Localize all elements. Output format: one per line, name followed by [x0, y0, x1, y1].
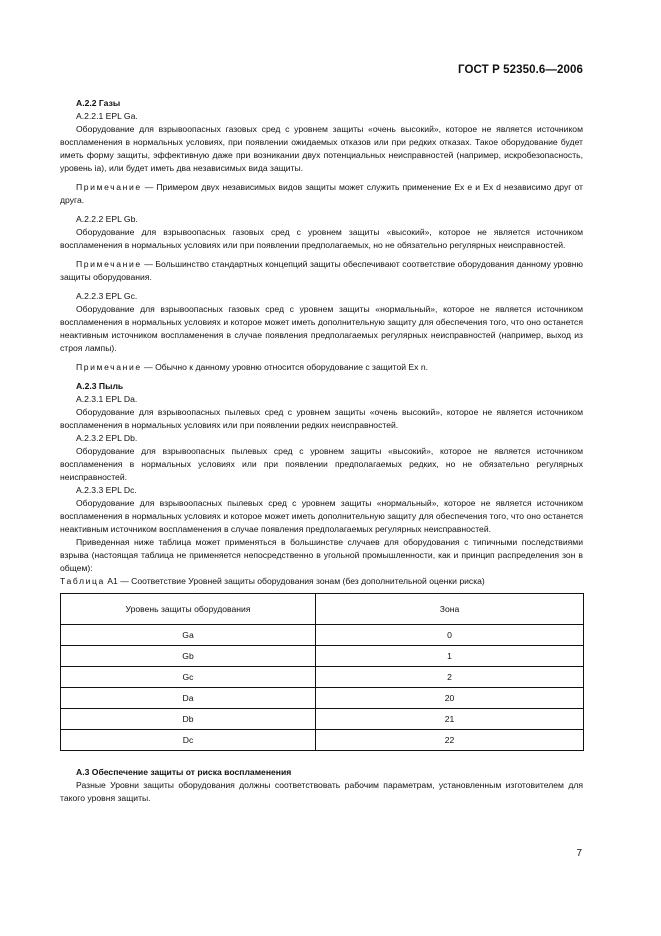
table-row: [61, 667, 584, 688]
table-header-row: [61, 594, 584, 625]
section-title-dust: А.2.3 Пыль: [76, 381, 124, 391]
section-title-gases: А.2.2 Газы: [76, 98, 121, 108]
subsection-title-gb: А.2.2.2 EPL Gb.: [76, 214, 138, 224]
cell-zone: 21: [316, 709, 584, 730]
table-caption: [60, 576, 485, 586]
main-text: [60, 97, 583, 575]
note-text: — Примером двух независимых видов защиты может служить применение Ex e и Ex d независимо друг от друга.: [60, 182, 583, 205]
subsection-title-ga: А.2.2.1 EPL Ga.: [76, 111, 138, 121]
table-row: [61, 709, 584, 730]
paragraph-da: Оборудование для взрывоопасных пылевых сред с уровнем защиты «очень высокий», которое не является источником воспламенения в нормальных условиях или при появлении редких неисправностей.: [60, 407, 583, 430]
cell-level: Db: [61, 709, 316, 730]
column-header-level: Уровень защиты оборудования: [61, 594, 316, 625]
table-row: [61, 688, 584, 709]
cell-zone: 0: [316, 625, 584, 646]
paragraph-table-intro: Приведенная ниже таблица может применяться в большинстве случаев для оборудования с типичными последствиями взрыва (настоящая таблица не применяется непосредственно в угольной промышленности, как и принцип распределения зон в общем):: [60, 537, 583, 573]
page-number: 7: [576, 848, 582, 859]
cell-level: Gb: [61, 646, 316, 667]
table-caption-text: А1 — Соответствие Уровней защиты оборудования зонам (без дополнительной оценки риска): [104, 576, 485, 586]
note-text: — Большинство стандартных концепций защиты обеспечивают соответствие оборудования данному уровню защиты оборудования.: [60, 259, 583, 282]
cell-level: Dc: [61, 730, 316, 751]
paragraph-a3: Разные Уровни защиты оборудования должны соответствовать рабочим параметрам, установленным изготовителем для такого уровня защиты.: [60, 780, 583, 803]
table-row: [61, 730, 584, 751]
section-title-a3: А.3 Обеспечение защиты от риска воспламенения: [76, 767, 292, 777]
note-label: Примечание: [76, 259, 142, 269]
table-caption-label: Таблица: [60, 576, 105, 586]
cell-level: Gc: [61, 667, 316, 688]
cell-zone: 22: [316, 730, 584, 751]
note-1: [60, 181, 583, 207]
cell-zone: 20: [316, 688, 584, 709]
document-code: ГОСТ Р 52350.6—2006: [458, 64, 583, 76]
note-3: [60, 361, 583, 374]
table-row: [61, 625, 584, 646]
subsection-title-da: А.2.3.1 EPL Da.: [76, 394, 138, 404]
column-header-zone: Зона: [316, 594, 584, 625]
cell-zone: 2: [316, 667, 584, 688]
note-text: — Обычно к данному уровню относится оборудование с защитой Ex n.: [141, 362, 429, 372]
subsection-title-gc: А.2.2.3 EPL Gc.: [76, 291, 138, 301]
section-a3: [60, 766, 583, 805]
subsection-title-db: А.2.3.2 EPL Db.: [76, 433, 138, 443]
note-label: Примечание: [76, 182, 142, 192]
cell-level: Ga: [61, 625, 316, 646]
epl-zone-table: [60, 593, 584, 751]
cell-level: Da: [61, 688, 316, 709]
paragraph-dc: Оборудование для взрывоопасных пылевых сред с уровнем защиты «нормальный», которое не является источником воспламенения в нормальных условиях и которое может иметь дополнительную защиту для обеспечения того, что оно останется неактивным источником воспламенения в случае появления предполагаемых регулярных неисправностей.: [60, 498, 583, 534]
note-label: Примечание: [76, 362, 142, 372]
table-row: [61, 646, 584, 667]
cell-zone: 1: [316, 646, 584, 667]
paragraph-ga: Оборудование для взрывоопасных газовых сред с уровнем защиты «очень высокий», которое не является источником воспламенения в нормальных условиях, при появлении ожидаемых отказов или при редких отказах. Такое оборудование будет иметь форму защиты, эффективную даже при возникании двух потенциальных неисправностей (например, искробезопасность, уровень ia), или будет иметь два независимых вида защиты.: [60, 124, 583, 173]
subsection-title-dc: А.2.3.3 EPL Dc.: [76, 485, 137, 495]
paragraph-gb: Оборудование для взрывоопасных газовых сред с уровнем защиты «высокий», которое не является источником воспламенения в нормальных условиях или при появлении предполагаемых, но не обязательно регулярных неисправностей.: [60, 227, 583, 250]
note-2: [60, 258, 583, 284]
paragraph-db: Оборудование для взрывоопасных пылевых сред с уровнем защиты «высокий», которое не является источником воспламенения в нормальных условиях или при появлении предполагаемых редких, но не обязательно регулярных неисправностей.: [60, 446, 583, 482]
paragraph-gc: Оборудование для взрывоопасных газовых сред с уровнем защиты «нормальный», которое не является источником воспламенения в нормальных условиях и которое может иметь дополнительную защиту для обеспечения того, что оно останется неактивным источником воспламенения в случае появления предполагаемых регулярных неисправностей (например, выход из строя лампы).: [60, 304, 583, 353]
